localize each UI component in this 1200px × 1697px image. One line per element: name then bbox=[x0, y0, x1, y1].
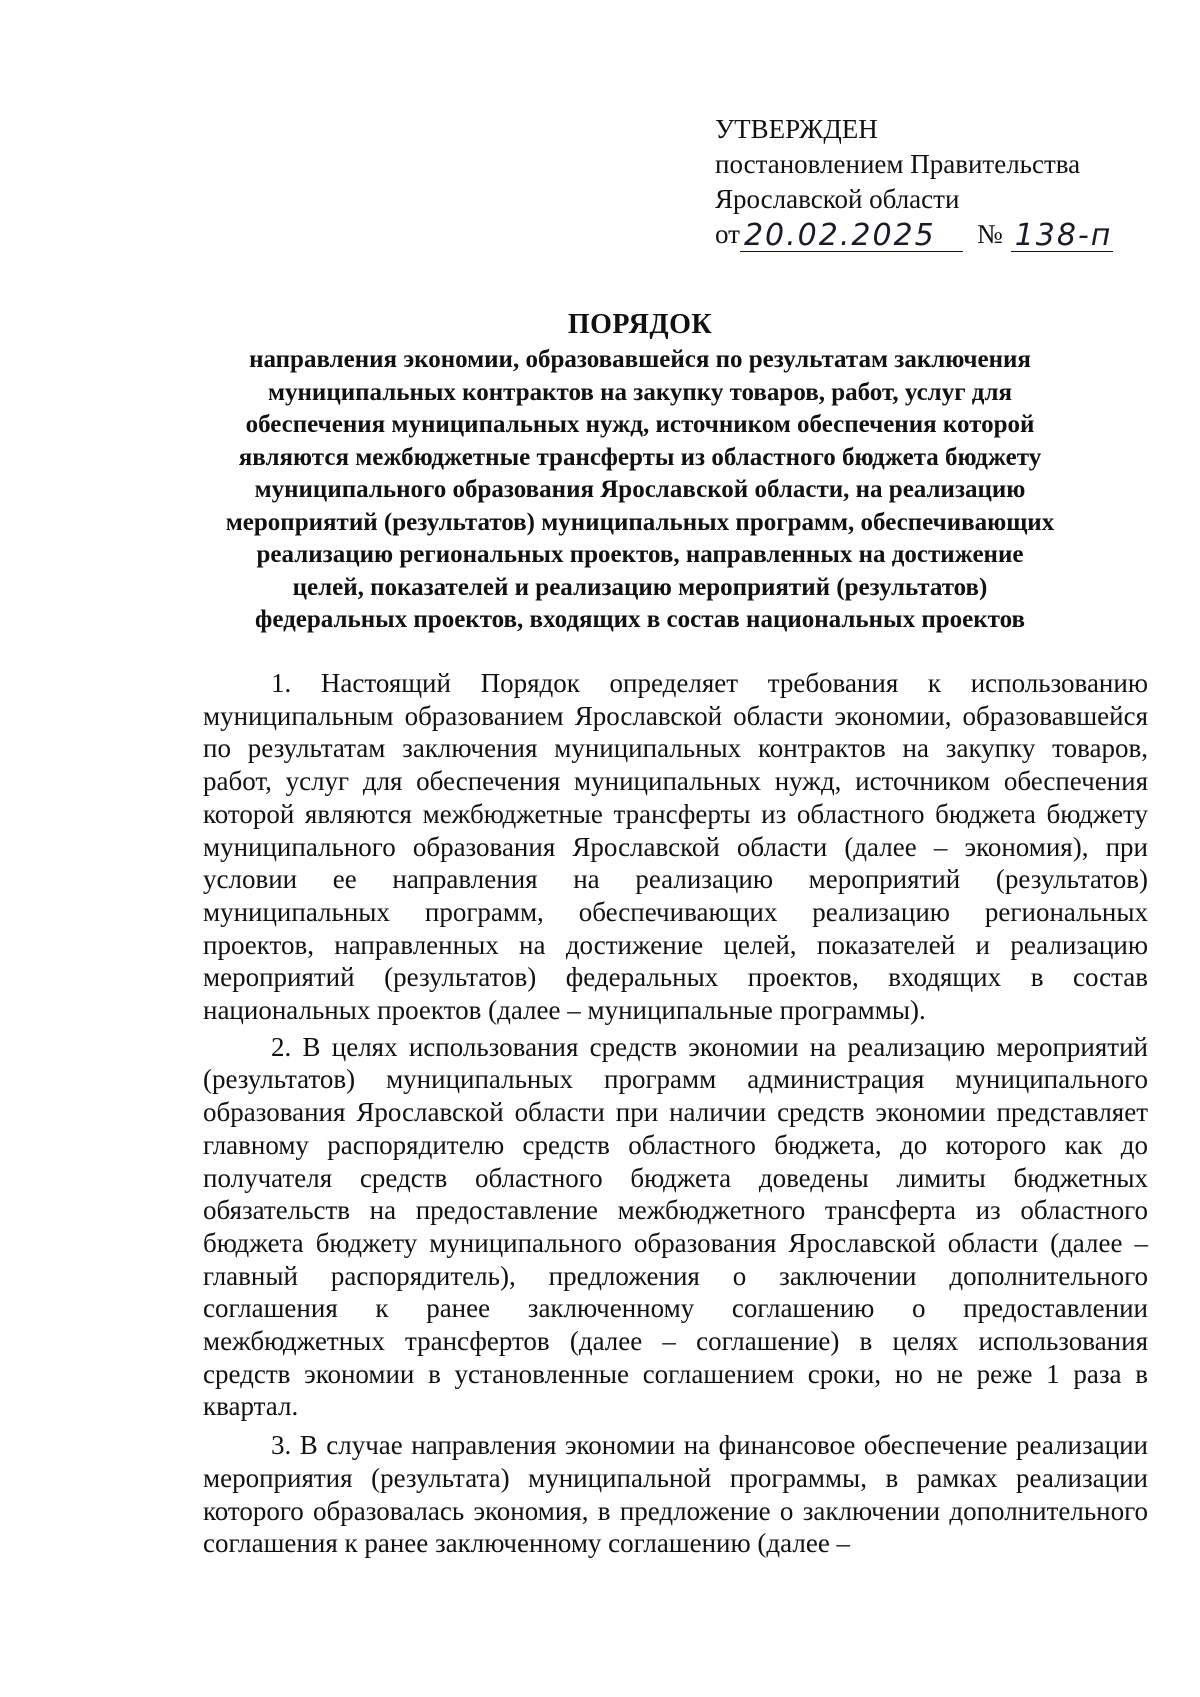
handwritten-date: 20.02.2025 bbox=[740, 221, 963, 252]
approval-block bbox=[715, 112, 1135, 252]
paragraph-3: 3. В случае направления экономии на финансовое обеспечение реализации мероприятия (результата) муниципальной программы, в рамках реализации которого образовалась экономия, в предложение о заключении дополнительного соглашения к ранее заключенному соглашению (далее – bbox=[203, 1430, 1148, 1559]
approval-line-region: Ярославской области bbox=[715, 184, 960, 214]
title-line: целей, показателей и реализацию мероприятий (результатов) bbox=[292, 573, 988, 601]
approval-date-number-line bbox=[715, 217, 1135, 252]
paragraph-1: 1. Настоящий Порядок определяет требования к использованию муниципальным образованием Ярославской области экономии, образовавшейся по результатам заключения муниципальных контрактов на закупку товаров, работ, услуг для обеспечения муниципальных нужд, источником обеспечения которой являются межбюджетные трансферты из областного бюджета бюджету муниципального образования Ярославской области (далее – экономия), при условии ее направления на реализацию мероприятий (результатов) муниципальных программ, обеспечивающих реализацию региональных проектов, направленных на достижение целей, показателей и реализацию мероприятий (результатов) федеральных проектов, входящих в состав национальных проектов (далее – муниципальные программы). bbox=[203, 668, 1148, 1026]
from-label: от bbox=[715, 219, 740, 249]
approval-heading: УТВЕРЖДЕН bbox=[715, 114, 878, 144]
approval-line-resolution: постановлением Правительства bbox=[715, 149, 1081, 179]
title-line: обеспечения муниципальных нужд, источником обеспечения которой bbox=[245, 411, 1035, 438]
handwritten-number: 138-п bbox=[1011, 221, 1113, 252]
title-subtitle bbox=[150, 344, 1130, 637]
title-line: муниципальных контрактов на закупку товаров, работ, услуг для bbox=[267, 378, 1012, 406]
title-line: являются межбюджетные трансферты из областного бюджета бюджету bbox=[238, 443, 1042, 471]
title-main: ПОРЯДОК bbox=[567, 309, 713, 340]
number-label: № bbox=[976, 219, 1003, 249]
title-line: направления экономии, образовавшейся по результатам заключения bbox=[249, 346, 1031, 373]
document-body bbox=[203, 667, 1148, 1564]
title-line: реализацию региональных проектов, направленных на достижение bbox=[256, 541, 1024, 568]
title-line: муниципального образования Ярославской области, на реализацию bbox=[254, 476, 1026, 503]
title-line: федеральных проектов, входящих в состав национальных проектов bbox=[255, 606, 1025, 633]
title-line: мероприятий (результатов) муниципальных программ, обеспечивающих bbox=[225, 508, 1055, 536]
document-title bbox=[150, 308, 1130, 637]
paragraph-2: 2. В целях использования средств экономии на реализацию мероприятий (результатов) муниципальных программ администрация муниципального образования Ярославской области при наличии средств экономии представляет главному распорядителю средств областного бюджета, до которого как до получателя средств областного бюджета доведены лимиты бюджетных обязательств на предоставление межбюджетного трансферта из областного бюджета бюджету муниципального образования Ярославской области (далее – главный распорядитель), предложения о заключении дополнительного соглашения к ранее заключенному соглашению о предоставлении межбюджетных трансфертов (далее – соглашение) в целях использования средств экономии в установленные соглашением сроки, но не реже 1 раза в квартал. bbox=[203, 1031, 1148, 1422]
